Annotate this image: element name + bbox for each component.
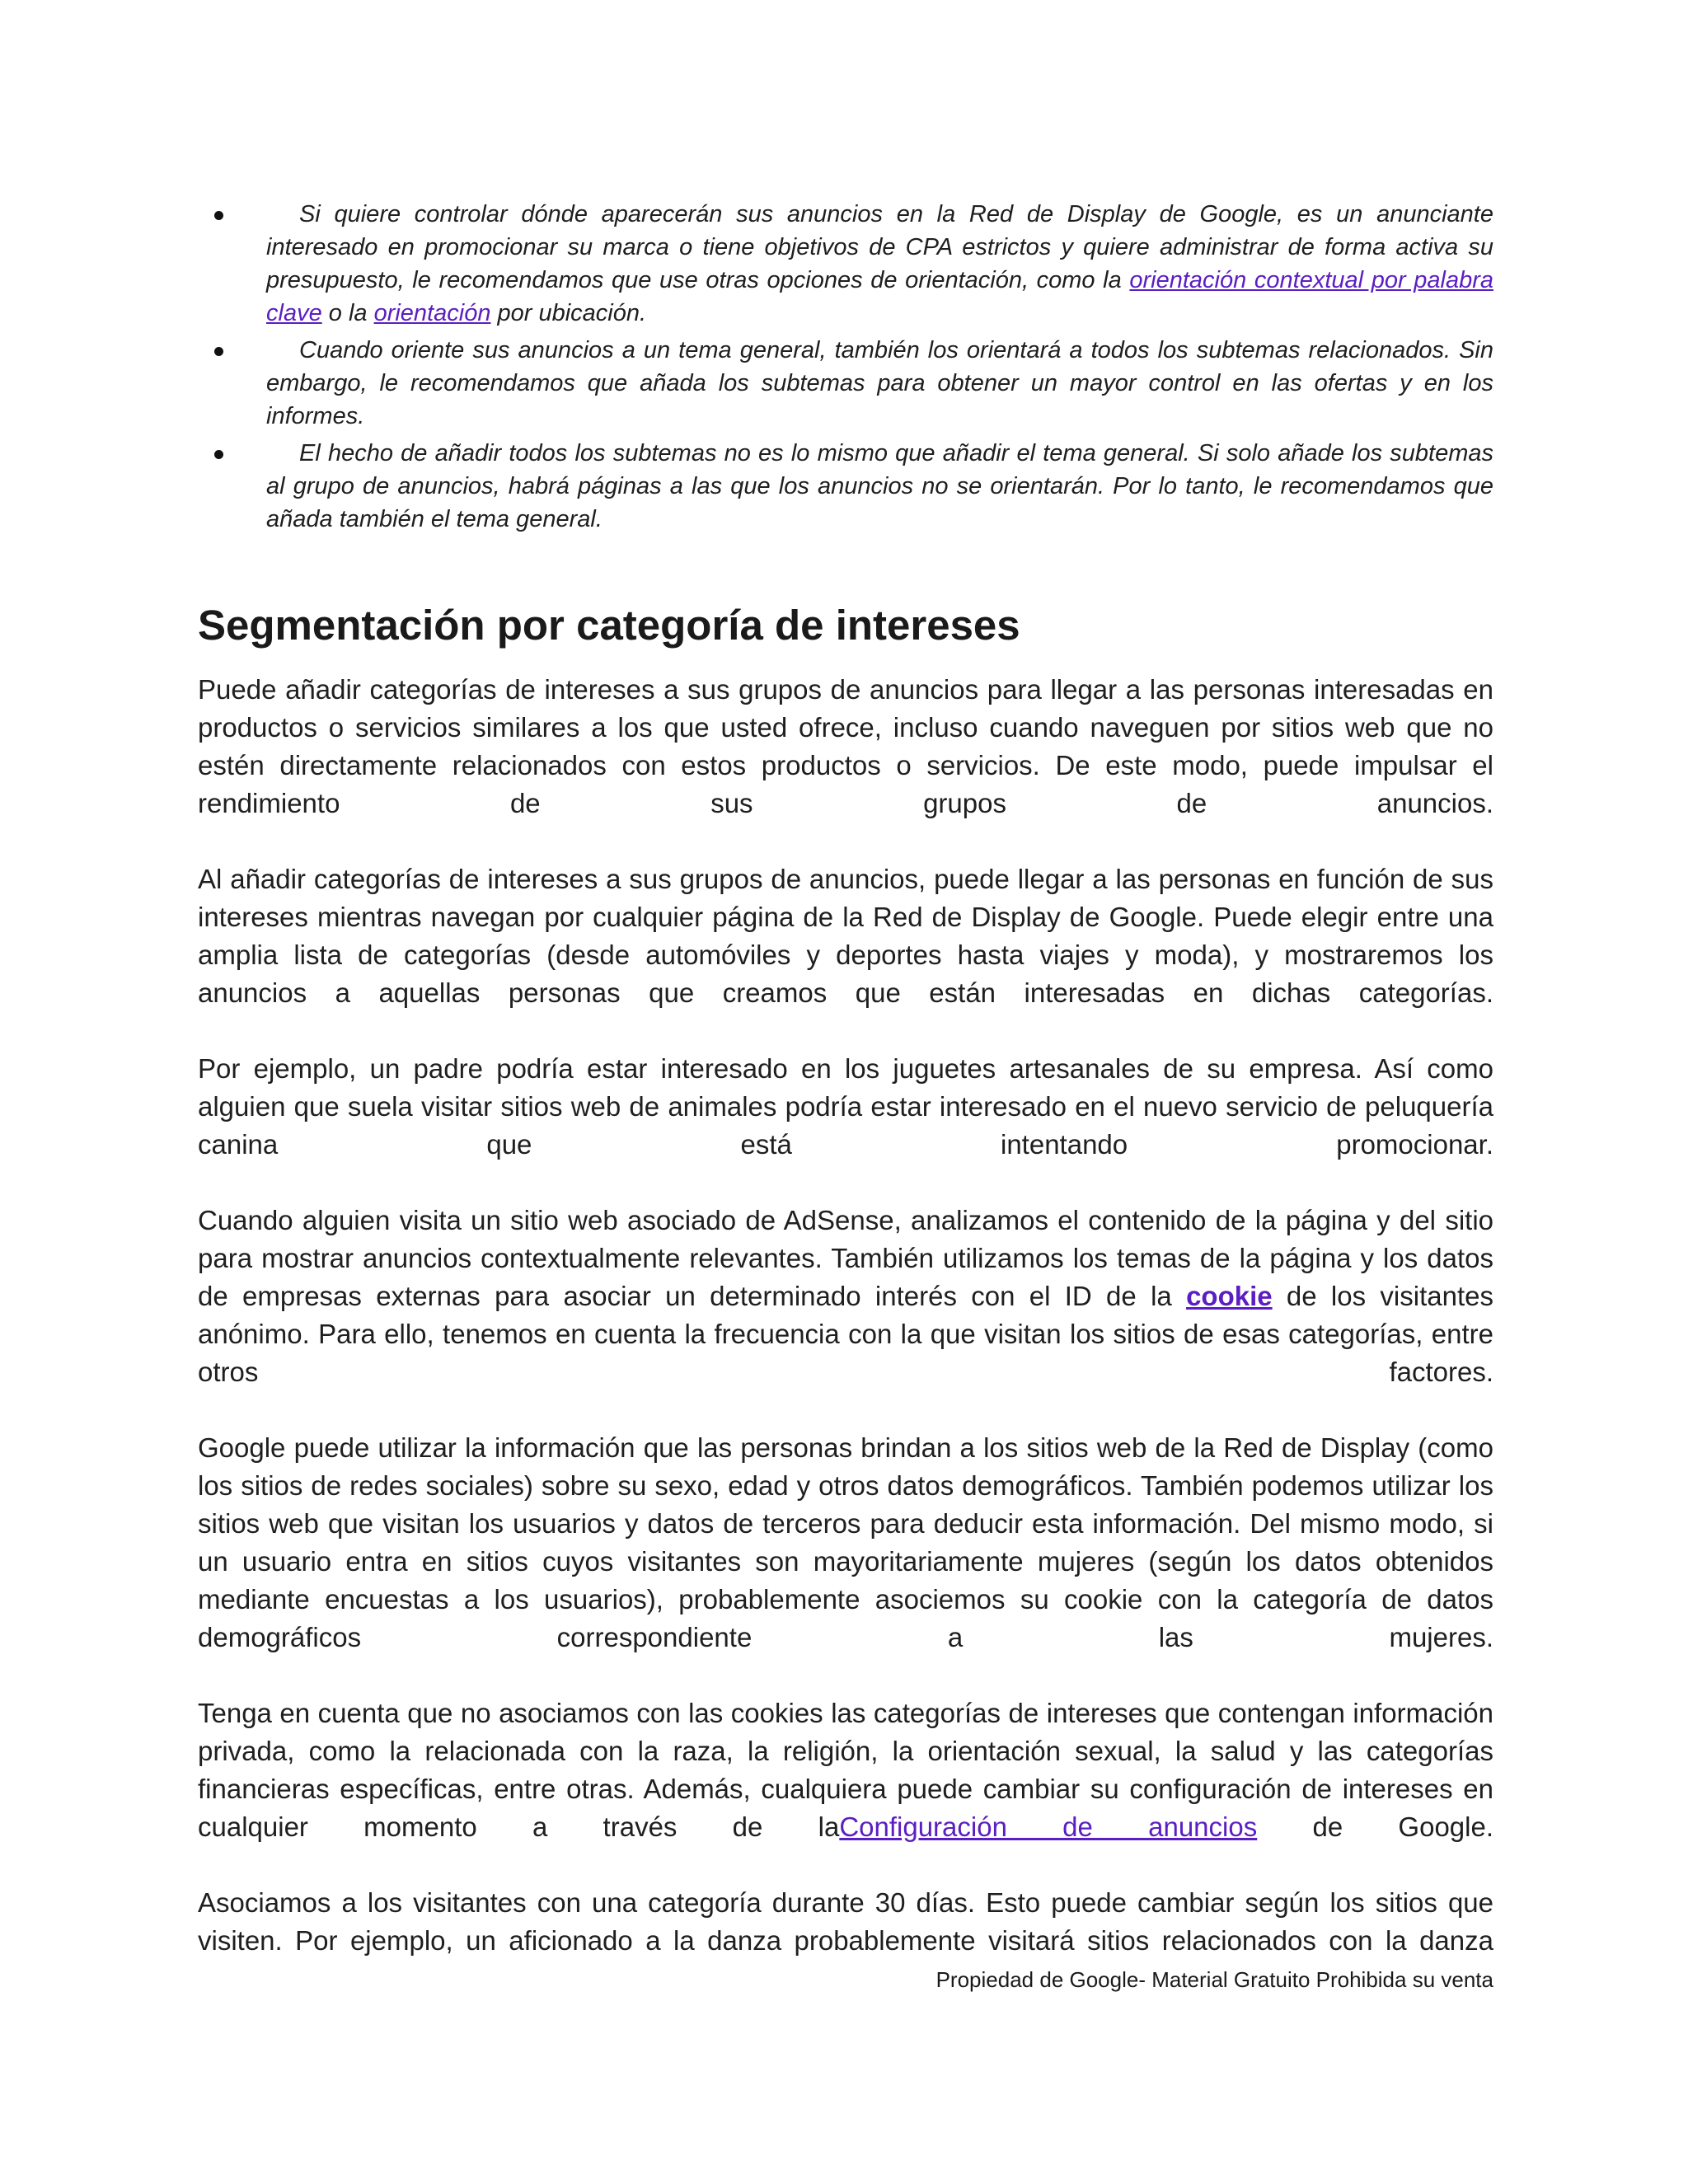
tips-list xyxy=(198,198,1493,536)
inline-link[interactable]: orientación xyxy=(373,300,491,326)
text-run: Al añadir categorías de intereses a sus grupos de anuncios, puede llegar a las personas en función de sus intereses mientras navegan por cualquier página de la Red de Display de Google. Puede elegir entre una amplia lista de categorías (desde automóviles y deportes hasta viajes y moda), y mostraremos los anuncios a aquellas personas que creamos que están interesadas en dichas categorías. xyxy=(198,864,1493,1008)
body-paragraph xyxy=(198,1202,1493,1391)
bullet-item xyxy=(198,437,1493,536)
text-run: de los visitantes anónimo. Para ello, tenemos en cuenta la frecuencia con la que visitan los sitios de esas categorías, entre otros factores. xyxy=(198,1281,1493,1387)
inline-link[interactable]: orientación contextual por palabra clave xyxy=(266,267,1493,326)
text-run: Google puede utilizar la información que las personas brindan a los sitios web de la Red de Display (como los sitios de redes sociales) sobre su sexo, edad y otros datos demográficos. También podemos utilizar los sitios web que visitan los usuarios y datos de terceros para deducir esta información. Del mismo modo, si un usuario entra en sitios cuyos visitantes son mayoritariamente mujeres (según los datos obtenidos mediante encuestas a los usuarios), probablemente asociemos su cookie con la categoría de datos demográficos correspondiente a las mujeres. xyxy=(198,1432,1493,1652)
body-paragraph xyxy=(198,1050,1493,1164)
bullet-item xyxy=(198,334,1493,433)
text-run: Por ejemplo, un padre podría estar interesado en los juguetes artesanales de su empresa. Así como alguien que suela visitar sitios web de animales podría estar interesado en el nuevo servicio de peluquería canina que está intentando promocionar. xyxy=(198,1053,1493,1160)
section-heading: Segmentación por categoría de intereses xyxy=(198,602,1020,649)
bullet-dot-icon xyxy=(214,347,223,356)
text-run: El hecho de añadir todos los subtemas no es lo mismo que añadir el tema general. Si solo añade los subtemas al grupo de anuncios, habrá páginas a las que los anuncios no se orientarán. Por lo tanto, le recomendamos que añada también el tema general. xyxy=(266,440,1493,532)
section-body xyxy=(198,671,1493,1960)
body-paragraph xyxy=(198,1884,1493,1960)
bullet-dot-icon xyxy=(214,211,223,220)
text-run: Si quiere controlar dónde aparecerán sus anuncios en la Red de Display de Google, es un anunciante interesado en promocionar su marca o tiene objetivos de CPA estrictos y quiere administrar de forma activa su presupuesto, le recomendamos que use otras opciones de orientación, como la xyxy=(266,201,1493,293)
body-paragraph xyxy=(198,1429,1493,1657)
text-run: por ubicación. xyxy=(490,300,647,326)
inline-link[interactable]: Configuración de anuncios xyxy=(839,1811,1258,1842)
bullet-item xyxy=(198,198,1493,330)
page-footer: Propiedad de Google- Material Gratuito Prohibida su venta xyxy=(935,1967,1493,1992)
text-run: Puede añadir categorías de intereses a sus grupos de anuncios para llegar a las personas interesadas en productos o servicios similares a los que usted ofrece, incluso cuando naveguen por sitios web que no estén directamente relacionados con estos productos o servicios. De este modo, puede impulsar el rendimiento de sus grupos de anuncios. xyxy=(198,674,1493,818)
text-run: o la xyxy=(321,300,374,326)
text-run: Cuando oriente sus anuncios a un tema general, también los orientará a todos los subtemas relacionados. Sin embargo, le recomendamos que añada los subtemas para obtener un mayor control en las ofertas y en los informes. xyxy=(266,337,1493,429)
document-page xyxy=(198,198,1493,1960)
body-paragraph xyxy=(198,671,1493,823)
body-paragraph xyxy=(198,1694,1493,1846)
text-run: Tenga en cuenta que no asociamos con las cookies las categorías de intereses que contengan información privada, como la relacionada con la raza, la religión, la orientación sexual, la salud y las categorías financieras específicas, entre otras. Además, cualquiera puede cambiar su configuración de intereses en cualquier momento a través de la xyxy=(198,1698,1493,1842)
text-run: Cuando alguien visita un sitio web asociado de AdSense, analizamos el contenido de la página y del sitio para mostrar anuncios contextualmente relevantes. También utilizamos los temas de la página y los datos de empresas externas para asociar un determinado interés con el ID de la xyxy=(198,1205,1493,1311)
text-run: Asociamos a los visitantes con una categoría durante 30 días. Esto puede cambiar según los sitios que visiten. Por ejemplo, un aficionado a la danza probablemente visitará sitios relacionados con la danza xyxy=(198,1887,1493,1956)
inline-link[interactable]: cookie xyxy=(1186,1281,1273,1311)
text-run: de Google. xyxy=(1257,1811,1494,1842)
body-paragraph xyxy=(198,860,1493,1012)
bullet-dot-icon xyxy=(214,450,223,459)
